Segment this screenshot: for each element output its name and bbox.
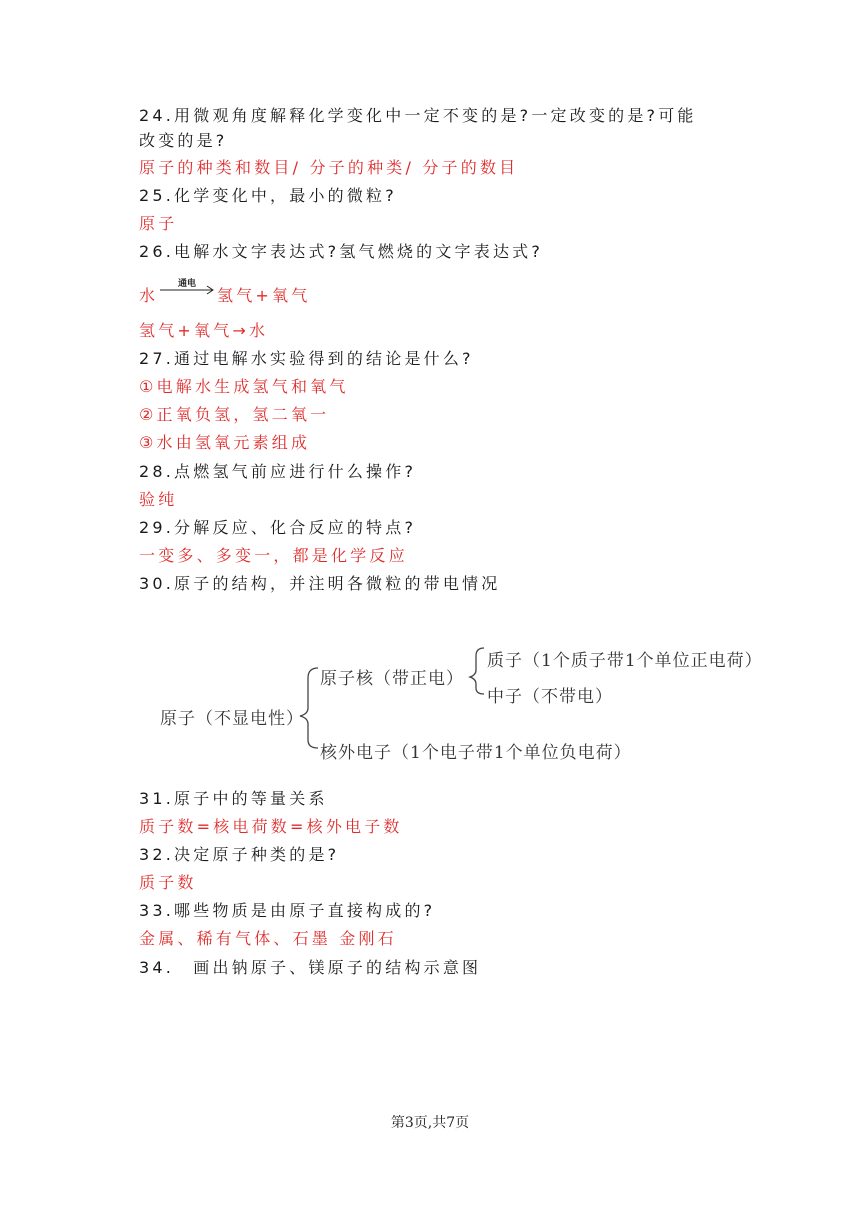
a26-line2: 氢气+氧气→水 [139, 321, 269, 340]
a27-3: ③水由氢氧元素组成 [139, 433, 311, 452]
q34: 34. 画出钠原子、镁原子的结构示意图 [139, 958, 482, 977]
a26-right: 氢气+氧气 [217, 286, 311, 305]
a31: 质子数=核电荷数=核外电子数 [139, 817, 403, 836]
a29: 一变多、多变一，都是化学反应 [139, 546, 408, 565]
nucleus-label: 原子核（带正电） [320, 669, 464, 689]
atom-structure-diagram [150, 630, 770, 770]
proton-label: 质子（1个质子带1个单位正电荷） [487, 651, 763, 671]
q29: 29.分解反应、化合反应的特点? [139, 518, 417, 537]
atom-label: 原子（不显电性） [160, 709, 304, 729]
a32: 质子数 [139, 873, 197, 892]
a24: 原子的种类和数目/ 分子的种类/ 分子的数目 [139, 158, 519, 177]
a27-1: ①电解水生成氢气和氧气 [139, 377, 349, 396]
a33: 金属、稀有气体、石墨 金刚石 [139, 929, 397, 948]
q30: 30.原子的结构，并注明各微粒的带电情况 [139, 574, 501, 593]
electron-label: 核外电子（1个电子带1个单位负电荷） [320, 743, 632, 763]
q32: 32.决定原子种类的是? [139, 845, 340, 864]
q28: 28.点燃氢气前应进行什么操作? [139, 462, 417, 481]
q26: 26.电解水文字表达式?氢气燃烧的文字表达式? [139, 242, 544, 261]
q31: 31.原子中的等量关系 [139, 789, 328, 808]
a26-arrow [160, 276, 216, 296]
a26-condition: 通电 [178, 279, 197, 289]
q25: 25.化学变化中，最小的微粒? [139, 186, 397, 205]
neutron-label: 中子（不带电） [487, 687, 613, 707]
q27: 27.通过电解水实验得到的结论是什么? [139, 349, 474, 368]
q24-line2: 改变的是? [139, 131, 228, 150]
q24-line1: 24.用微观角度解释化学变化中一定不变的是?一定改变的是?可能 [139, 106, 697, 125]
q33: 33.哪些物质是由原子直接构成的? [139, 901, 436, 920]
a26-left: 水 [139, 286, 159, 305]
a26-equation [139, 286, 158, 306]
a28: 验纯 [139, 490, 178, 509]
a25: 原子 [139, 214, 178, 233]
page-footer: 第3页,共7页 [390, 1115, 470, 1131]
a27-2: ②正氧负氢，氢二氧一 [139, 405, 330, 424]
